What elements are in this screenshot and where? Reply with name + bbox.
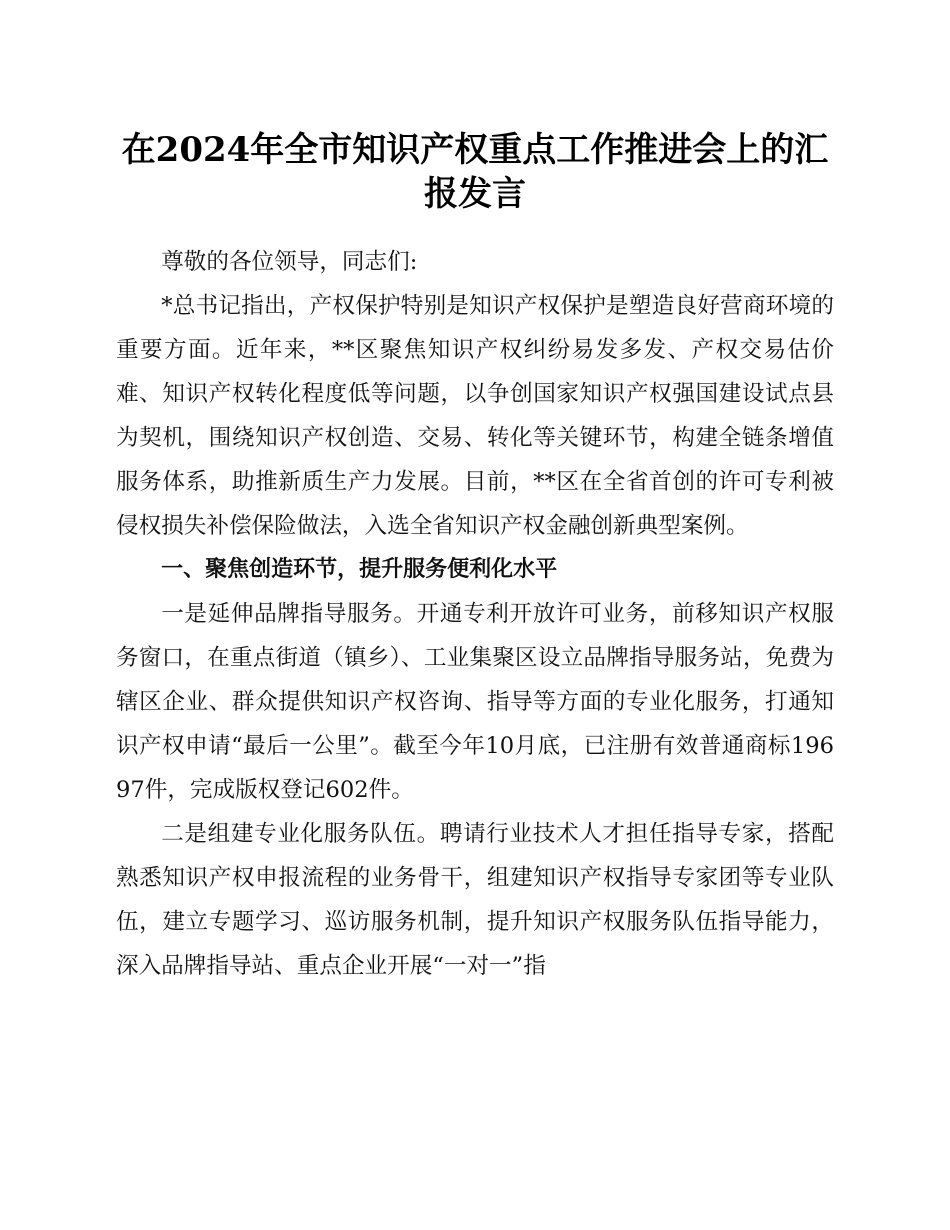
section1-paragraph-2: 二是组建专业化服务队伍。聘请行业技术人才担任指导专家，搭配熟悉知识产权申报流程的业务骨干，组建知识产权指导专家团等专业队伍，建立专题学习、巡访服务机制，提升知识产权服务队伍指导能力，深入品牌指导站、重点企业开展“一对一”指 xyxy=(116,821,834,979)
section1-paragraph-1: 一是延伸品牌指导服务。开通专利开放许可业务，前移知识产权服务窗口，在重点街道（镇乡）、工业集聚区设立品牌指导服务站，免费为辖区企业、群众提供知识产权咨询、指导等方面的专业化服务，打通知识产权申请“最后一公里”。截至今年10月底，已注册有效普通商标19697件，完成版权登记602件。 xyxy=(116,601,834,803)
salutation: 尊敬的各位领导，同志们: xyxy=(161,249,418,275)
section-heading-1: 一、聚焦创造环节，提升服务便利化水平 xyxy=(161,557,558,582)
document-title: 在2024年全市知识产权重点工作推进会上的汇报发言 xyxy=(121,130,829,214)
document-content xyxy=(116,128,834,988)
document-body xyxy=(116,240,834,988)
intro-paragraph: *总书记指出，产权保护特别是知识产权保护是塑造良好营商环境的重要方面。近年来，**区聚焦知识产权纠纷易发多发、产权交易估价难、知识产权转化程度低等问题，以争创国家知识产权强国建设试点县为契机，围绕知识产权创造、交易、转化等关键环节，构建全链条增值服务体系，助推新质生产力发展。目前，**区在全省首创的许可专利被侵权损失补偿保险做法，入选全省知识产权金融创新典型案例。 xyxy=(116,293,834,539)
